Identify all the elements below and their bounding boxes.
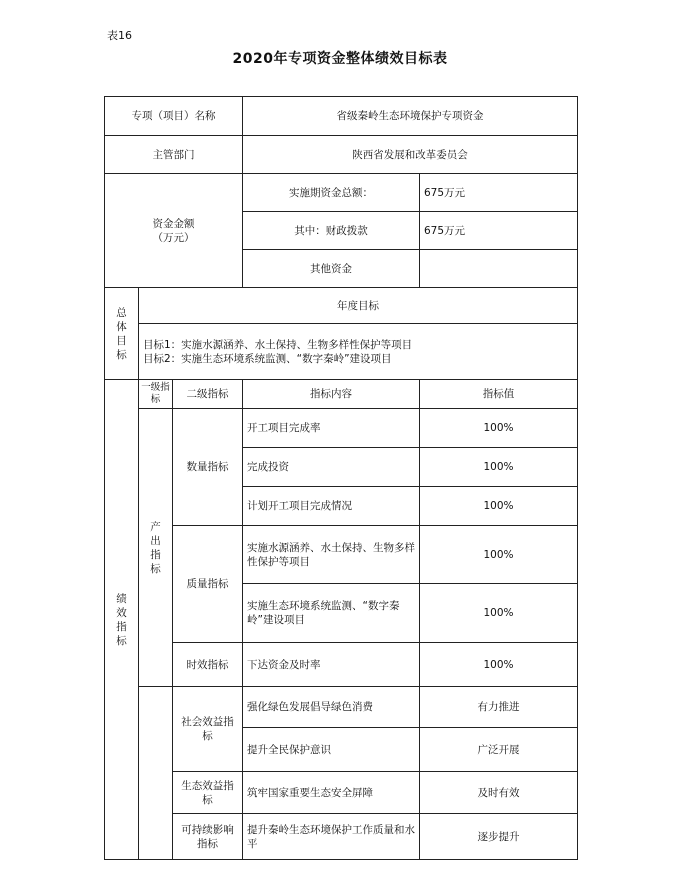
col-content-header: 指标内容 bbox=[243, 380, 420, 409]
goal-1: 目标1：实施水源涵养、水土保持、生物多样性保护等项目 bbox=[143, 338, 413, 351]
project-name-label: 专项（项目）名称 bbox=[105, 97, 243, 136]
annual-goal-header: 年度目标 bbox=[139, 288, 578, 324]
col-level1-header: 一级指标 bbox=[139, 380, 173, 409]
indicator-value: 广泛开展 bbox=[420, 728, 578, 772]
table-row bbox=[105, 814, 578, 860]
overall-goal-label: 总 体 目 标 bbox=[105, 288, 139, 380]
indicator-value: 及时有效 bbox=[420, 772, 578, 814]
indicator-header-row bbox=[105, 380, 578, 409]
indicator-content: 强化绿色发展倡导绿色消费 bbox=[243, 687, 420, 728]
performance-goal-table bbox=[104, 96, 578, 860]
department-value: 陕西省发展和改革委员会 bbox=[243, 136, 578, 174]
indicator-value: 100% bbox=[420, 448, 578, 487]
goal-2: 目标2：实施生态环境系统监测、“数字秦岭”建设项目 bbox=[143, 352, 392, 365]
indicator-value: 100% bbox=[420, 526, 578, 584]
department-label: 主管部门 bbox=[105, 136, 243, 174]
funds-other-label: 其他资金 bbox=[243, 250, 420, 288]
project-name-value: 省级秦岭生态环境保护专项资金 bbox=[243, 97, 578, 136]
funds-label-line1: 资金金额 bbox=[152, 217, 195, 230]
annual-goal-header-row bbox=[105, 288, 578, 324]
page-title: 2020年专项资金整体绩效目标表 bbox=[232, 51, 448, 67]
department-row bbox=[105, 136, 578, 174]
indicator-value: 有力推进 bbox=[420, 687, 578, 728]
indicator-content: 完成投资 bbox=[243, 448, 420, 487]
annual-goal-content bbox=[139, 324, 578, 380]
indicator-value: 100% bbox=[420, 409, 578, 448]
quantity-indicator-label: 数量指标 bbox=[173, 409, 243, 526]
table-row bbox=[105, 409, 578, 448]
col-level2-header: 二级指标 bbox=[173, 380, 243, 409]
funds-other-value bbox=[420, 250, 578, 288]
indicator-content: 实施生态环境系统监测、“数字秦岭”建设项目 bbox=[243, 584, 420, 643]
performance-indicator-label: 绩 效 指 标 bbox=[105, 380, 139, 860]
eco-indicator-label: 生态效益指标 bbox=[173, 772, 243, 814]
table-row bbox=[105, 687, 578, 728]
indicator-content: 提升秦岭生态环境保护工作质量和水平 bbox=[243, 814, 420, 860]
indicator-value: 逐步提升 bbox=[420, 814, 578, 860]
project-name-row bbox=[105, 97, 578, 136]
table-row bbox=[105, 526, 578, 584]
indicator-content: 计划开工项目完成情况 bbox=[243, 487, 420, 526]
funds-total-value: 675万元 bbox=[420, 174, 578, 212]
funds-total-row bbox=[105, 174, 578, 212]
col-value-header: 指标值 bbox=[420, 380, 578, 409]
timeliness-indicator-label: 时效指标 bbox=[173, 643, 243, 687]
indicator-content: 筑牢国家重要生态安全屏障 bbox=[243, 772, 420, 814]
indicator-value: 100% bbox=[420, 643, 578, 687]
quality-indicator-label: 质量指标 bbox=[173, 526, 243, 643]
output-indicator-label: 产 出 指 标 bbox=[139, 409, 173, 687]
table-row bbox=[105, 772, 578, 814]
funds-label-line2: （万元） bbox=[152, 231, 195, 244]
indicator-value: 100% bbox=[420, 487, 578, 526]
funds-label bbox=[105, 174, 243, 288]
indicator-content: 下达资金及时率 bbox=[243, 643, 420, 687]
table-row bbox=[105, 643, 578, 687]
indicator-value: 100% bbox=[420, 584, 578, 643]
social-indicator-label: 社会效益指标 bbox=[173, 687, 243, 772]
effect-indicator-label bbox=[139, 687, 173, 860]
funds-fiscal-value: 675万元 bbox=[420, 212, 578, 250]
funds-fiscal-label: 其中：财政拨款 bbox=[243, 212, 420, 250]
indicator-content: 开工项目完成率 bbox=[243, 409, 420, 448]
funds-total-label: 实施期资金总额： bbox=[243, 174, 420, 212]
indicator-content: 提升全民保护意识 bbox=[243, 728, 420, 772]
annual-goal-content-row bbox=[105, 324, 578, 380]
indicator-content: 实施水源涵养、水土保持、生物多样性保护等项目 bbox=[243, 526, 420, 584]
sustain-indicator-label: 可持续影响指标 bbox=[173, 814, 243, 860]
table-number: 表16 bbox=[107, 29, 132, 42]
